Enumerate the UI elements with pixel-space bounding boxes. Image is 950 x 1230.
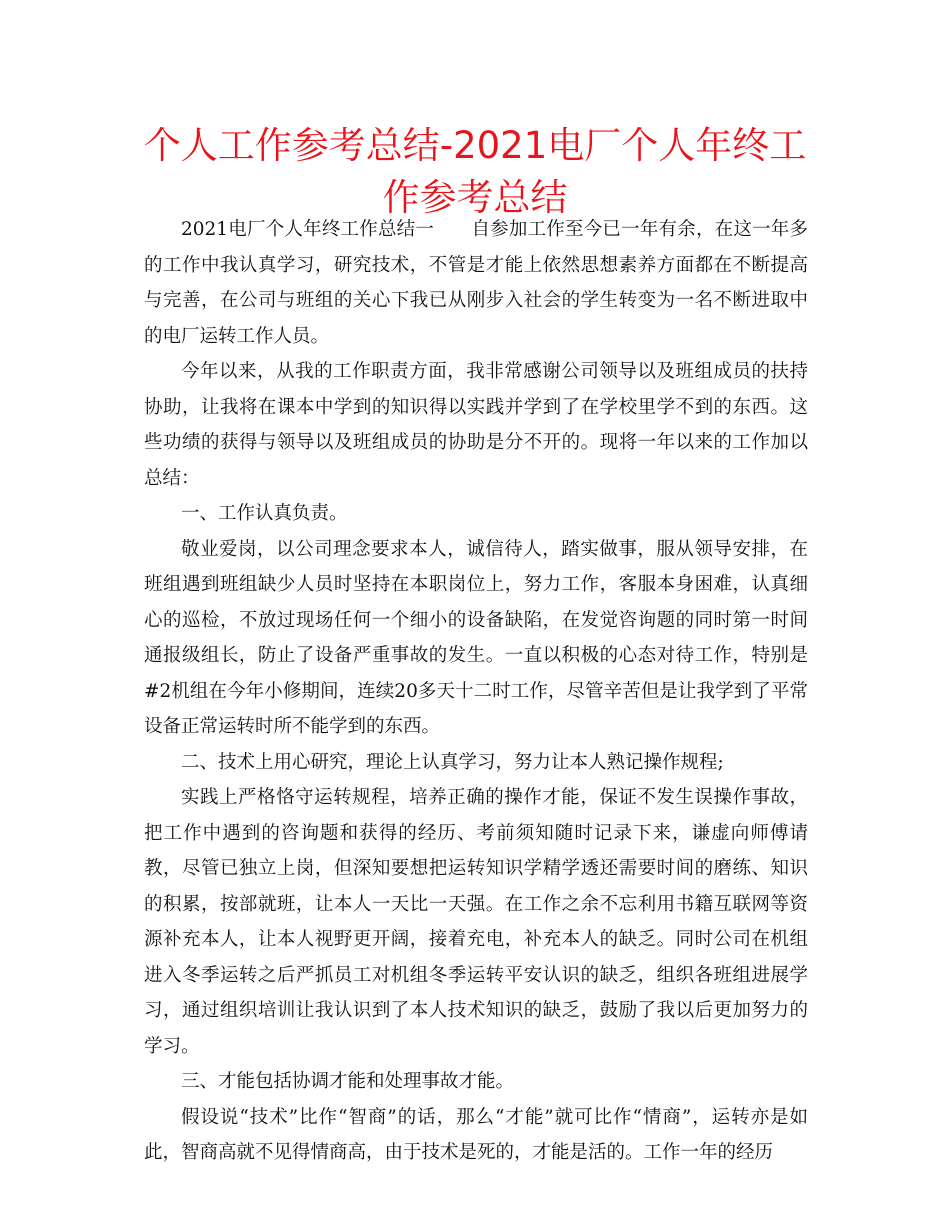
section-heading: 二、技术上用心研究，理论上认真学习，努力让本人熟记操作规程; bbox=[181, 751, 724, 773]
paragraph: 2021电厂个人年终工作总结一 自参加工作至今已一年有余，在这一年多的工作中我认真学习，研究技术，不管是才能上依然思想素养方面都在不断提高与完善，在公司与班组的关心下我已从刚步入社会的学生转变为一名不断进取中的电厂运转工作人员。 bbox=[144, 219, 808, 347]
document-body bbox=[144, 212, 808, 1171]
paragraph: 实践上严格恪守运转规程，培养正确的操作才能，保证不发生误操作事故，把工作中遇到的咨询题和获得的经历、考前须知随时记录下来，谦虚向师傅请教，尽管已独立上岗，但深知要想把运转知识学精学透还需要时间的磨练、知识的积累，按部就班，让本人一天比一天强。在工作之余不忘利用书籍互联网等资源补充本人，让本人视野更开阔，接着充电，补充本人的缺乏。同时公司在机组进入冬季运转之后严抓员工对机组冬季运转平安认识的缺乏，组织各班组进展学习，通过组织培训让我认识到了本人技术知识的缺乏，鼓励了我以后更加努力的学习。 bbox=[144, 787, 808, 1057]
section-heading: 三、才能包括协调才能和处理事故才能。 bbox=[181, 1071, 515, 1092]
paragraph: 敬业爱岗，以公司理念要求本人，诚信待人，踏实做事，服从领导安排，在班组遇到班组缺少人员时坚持在本职岗位上，努力工作，客服本身困难，认真细心的巡检，不放过现场任何一个细小的设备缺陷，在发觉咨询题的同时第一时间通报级组长，防止了设备严重事故的发生。一直以积极的心态对待工作，特别是#2机组在今年小修期间，连续20多天十二时工作，尽管辛苦但是让我学到了平常设备正常运转时所不能学到的东西。 bbox=[144, 538, 808, 737]
paragraph: 今年以来，从我的工作职责方面，我非常感谢公司领导以及班组成员的扶持协助，让我将在课本中学到的知识得以实践并学到了在学校里学不到的东西。这些功绩的获得与领导以及班组成员的协助是分不开的。现将一年以来的工作加以总结： bbox=[144, 361, 808, 489]
section-heading: 一、工作认真负责。 bbox=[181, 503, 348, 524]
document-title: 个人工作参考总结-2021电厂个人年终工作参考总结 bbox=[143, 124, 807, 219]
paragraph: 假设说“技术”比作“智商”的话，那么“才能”就可比作“情商”，运转亦是如此，智商高就不见得情商高，由于技术是死的，才能是活的。工作一年的经历 bbox=[144, 1106, 808, 1163]
